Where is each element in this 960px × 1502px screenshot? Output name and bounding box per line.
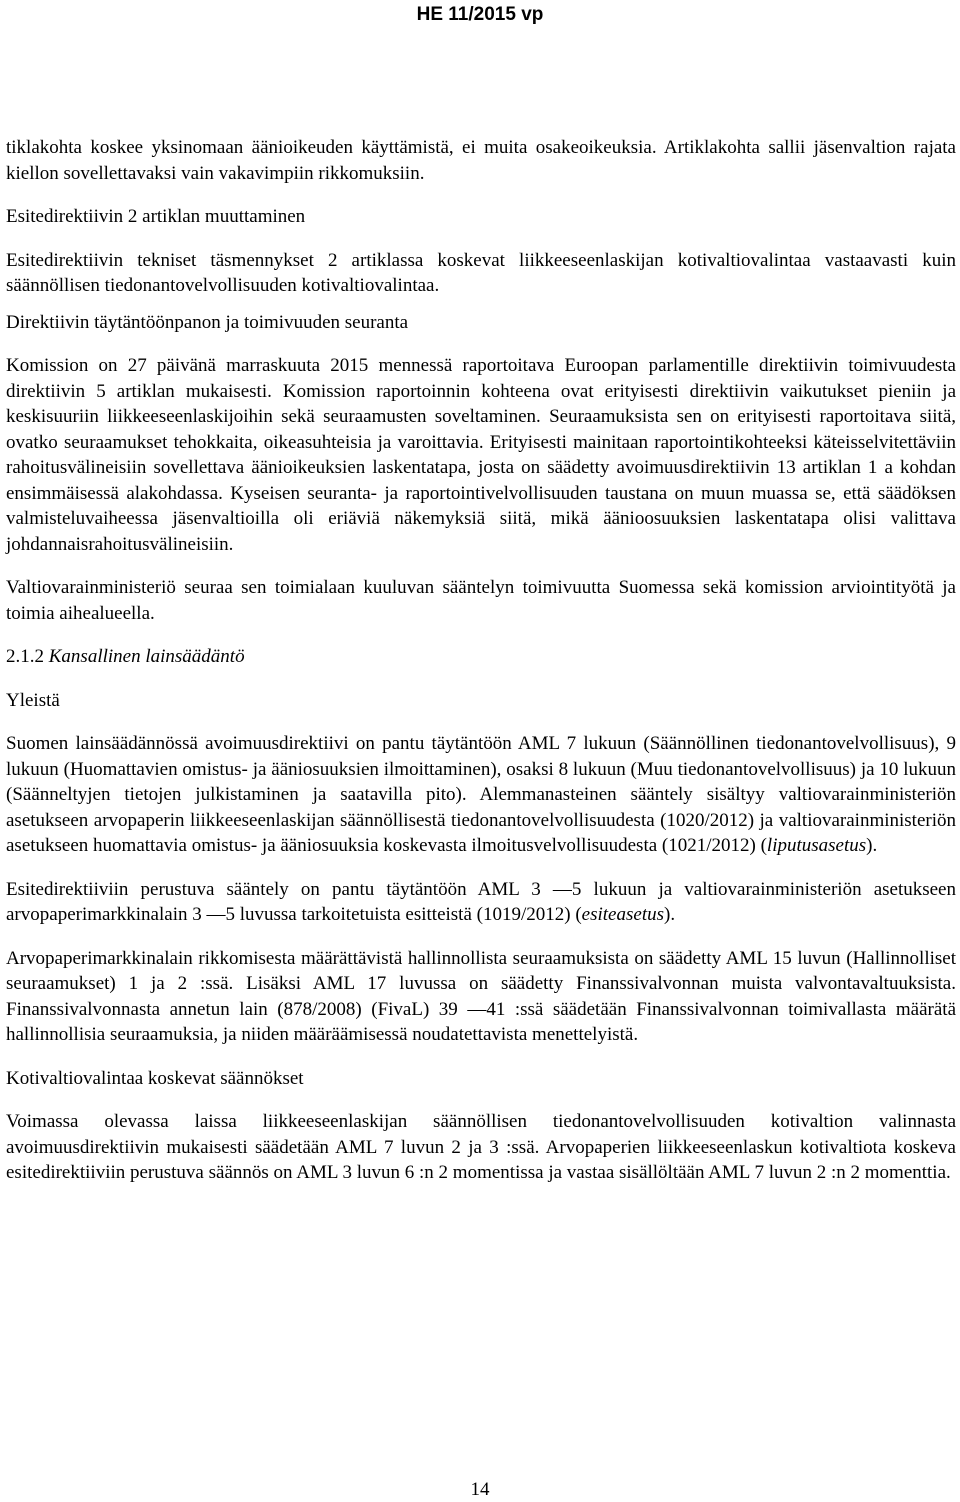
paragraph-text: ). bbox=[866, 835, 878, 856]
paragraph: Esitedirektiivin tekniset täsmennykset 2 artiklassa koskevat liikkeeseenlaskijan kotivaltiovalintaa vastaavasti kuin säännöllisen tiedonantovelvollisuuden kotivaltiovalintaa. bbox=[6, 249, 956, 296]
subheading: Kotivaltiovalintaa koskevat säännökset bbox=[6, 1067, 304, 1089]
paragraph: Komission on 27 päivänä marraskuuta 2015 mennessä raportoitava Euroopan parlamentille direktiivin toimivuudesta direktiivin 5 artiklan mukaisesti. Komission raportoinnin kohteena ovat erityisesti direktiivin vaikutukset pieniin ja keskisuuriin liikkeeseenlaskijoihin sekä seuraamusten soveltaminen. Seuraamuksista sen on erityisesti raportoitava siitä, ovatko seuraamukset tehokkaita, oikeasuhteisia ja varoittavia. Erityisesti mainitaan raportointikohteeksi käteisselvitettäviin rahoitusvälineisiin sovellettava äänioikeuksien laskentatapa, josta on säädetty avoimuusdirektiivin 13 artiklan 1 a kohdan ensimmäisessä alakohdassa. Kyseisen seuranta- ja raportointivelvollisuuden taustana on muun muassa se, että säädöksen valmisteluvaiheessa jäsenvaltioilla oli eriäviä näkemyksiä siitä, mikä äänioosuuksien laskentatapa olisi valittava johdannaisrahoitusvälineisiin. bbox=[6, 355, 956, 555]
paragraph-text: ). bbox=[664, 904, 676, 925]
paragraph-text: Esitedirektiiviin perustuva sääntely on pantu täytäntöön AML 3 —5 lukuun ja valtiovarainministeriön asetukseen arvopaperimarkkinalain 3 —5 luvussa tarkoitetuista esitteistä (1019/2012) ( bbox=[6, 878, 956, 925]
paragraph: tiklakohta koskee yksinomaan äänioikeuden käyttämistä, ei muita osakeoikeuksia. Artiklakohta sallii jäsenvaltion rajata kiellon sovellettavaksi vain vakavimpiin rikkomuksiin. bbox=[6, 137, 956, 184]
paragraph bbox=[6, 877, 956, 928]
section-title: Kansallinen lainsäädäntö bbox=[48, 646, 245, 667]
section-heading bbox=[6, 644, 956, 670]
emphasis-term: liputusasetus bbox=[766, 835, 867, 856]
subheading: Esitedirektiivin 2 artiklan muuttaminen bbox=[6, 206, 306, 227]
subheading: Yleistä bbox=[6, 689, 60, 711]
document-body bbox=[6, 135, 956, 1186]
section-number: 2.1.2 bbox=[6, 646, 44, 667]
paragraph bbox=[6, 731, 956, 859]
subheading: Direktiivin täytäntöönpanon ja toimivuuden seuranta bbox=[6, 311, 409, 333]
page-header: HE 11/2015 vp bbox=[416, 4, 544, 25]
emphasis-term: esiteasetus bbox=[581, 904, 664, 925]
paragraph: Voimassa olevassa laissa liikkeeseenlaskijan säännöllisen tiedonantovelvollisuuden kotivaltion valinnasta avoimuusdirektiivin mukaisesti säädetään AML 7 luvun 2 ja 3 :ssä. Arvopaperien liikkeeseenlaskun kotivaltiota koskeva esitedirektiiviin perustuva säännös on AML 3 luvun 6 :n 2 momentissa ja vastaa sisällöltään AML 7 luvun 2 :n 2 momenttia. bbox=[6, 1111, 956, 1183]
page-number: 14 bbox=[470, 1479, 490, 1500]
paragraph: Arvopaperimarkkinalain rikkomisesta määrättävistä hallinnollista seuraamuksista on säädetty AML 15 luvun (Hallinnolliset seuraamukset) 1 ja 2 :ssä. Lisäksi AML 17 luvussa on säädetty Finanssivalvonnan muista valvontavaltuuksista. Finanssivalvonnasta annetun lain (878/2008) (FivaL) 39 —41 :ssä säädetään Finanssivalvonnan toimivallasta määrätä hallinnollisia seuraamuksia, ja niiden määräämisessä noudatettavista menettelyistä. bbox=[6, 947, 956, 1045]
paragraph-text: Suomen lainsäädännössä avoimuusdirektiivi on pantu täytäntöön AML 7 lukuun (Säännöllinen tiedonantovelvollisuus), 9 lukuun (Huomattavien omistus- ja ääniosuuksien ilmoittaminen), osaksi 8 lukuun (Muu tiedonantovelvollisuus) ja 10 lukuun (Säänneltyjen tietojen julkistaminen ja saatavilla pito). Alemmanasteinen sääntely sisältyy valtiovarainministeriön asetukseen arvopaperin liikkeeseenlaskijan säännöllisestä tiedonantovelvollisuudesta (1020/2012) ja valtiovarainministeriön asetukseen huomattavia omistus- ja ääniosuuksia koskevasta ilmoitusvelvollisuudesta (1021/2012) ( bbox=[6, 733, 956, 856]
paragraph: Valtiovarainministeriö seuraa sen toimialaan kuuluvan sääntelyn toimivuutta Suomessa sekä komission arviointityötä ja toimia aihealueella. bbox=[6, 577, 956, 624]
